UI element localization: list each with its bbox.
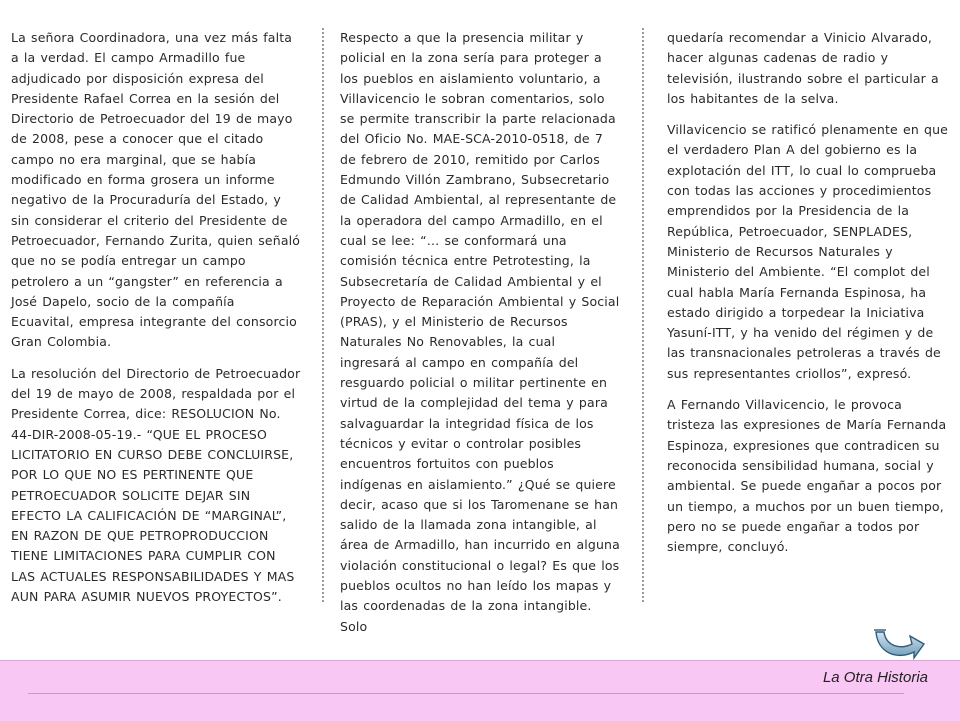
column-divider (322, 28, 324, 602)
column-divider (642, 28, 644, 602)
text-column-3 (667, 28, 950, 568)
paragraph: La señora Coordinadora, una vez más falta a la verdad. El campo Armadillo fue adjudicado por disposición expresa del Presidente Rafael Correa en la sesión del Directorio de Petroecuador del 19 de mayo de 2008, pese a conocer que el citado campo no era marginal, que se había modificado en forma grosera un informe negativo de la Procuraduría del Estado, y sin considerar el criterio del Presidente de Petroecuador, Fernando Zurita, quien señaló que no se podía entregar un campo petrolero a un “gangster” en referencia a José Dapelo, socio de la compañía Ecuavital, empresa integrante del consorcio Gran Colombia. (11, 30, 301, 350)
paragraph: A Fernando Villavicencio, le provoca tristeza las expresiones de María Fernanda Espinoza, expresiones que contradicen su reconocida sensibilidad humana, social y ambiental. Se puede engañar a pocos por un tiempo, a muchos por un buen tiempo, pero no se puede engañar a todos por siempre, concluyó. (667, 397, 947, 555)
footer-bar (0, 660, 960, 721)
footer-divider (28, 693, 904, 694)
paragraph: Villavicencio se ratificó plenamente en que el verdadero Plan A del gobierno es la explotación del ITT, lo cual lo comprueba con todas las acciones y procedimientos emprendidos por la Presidencia de la República, Petroecuador, SENPLADES, Ministerio de Recursos Naturales y Ministerio del Ambiente. “El complot del cual habla María Fernanda Espinosa, ha estado dirigido a torpedear la Iniciativa Yasuní-ITT, y ha venido del régimen y de las transnacionales petroleras a través de sus representantes criollos”, expresó. (667, 122, 949, 381)
footer-title: La Otra Historia (822, 669, 928, 686)
paragraph: Respecto a que la presencia militar y policial en la zona sería para proteger a los pueblos en aislamiento voluntario, a Villavicencio le sobran comentarios, solo se permite transcribir la parte relacionada del Oficio No. MAE-SCA-2010-0518, de 7 de febrero de 2010, remitido por Carlos Edmundo Villón Zambrano, Subsecretario de Calidad Ambiental, al representante de la operadora del campo Armadillo, en el cual se lee: “… se conformará una comisión técnica entre Petrotesting, la Subsecretaría de Calidad Ambiental y el Proyecto de Reparación Ambiental y Social (PRAS), y el Ministerio de Recursos Naturales No Renovables, la cual ingresará al campo en compañía del resguardo policial o militar pertinente en virtud de la complejidad del tema y para salvaguardar la integridad física de los técnicos y evitar o controlar posibles encuentros fortuitos con pueblos indígenas en aislamiento.” ¿Qué se quiere decir, acaso que si los Taromenane se han salido de la llamada zona intangible, al área de Armadillo, han incurrido en alguna violación constitucional o legal? Es que los pueblos ocultos no han leído los mapas y las coordenadas de la zona intangible. Solo (340, 30, 620, 634)
text-column-1 (11, 28, 301, 618)
paragraph: quedaría recomendar a Vinicio Alvarado, hacer algunas cadenas de radio y televisión, ilustrando sobre el particular a los habitantes de la selva. (667, 30, 939, 106)
curved-return-arrow-icon[interactable] (868, 624, 928, 662)
text-column-2 (340, 28, 620, 648)
paragraph: La resolución del Directorio de Petroecuador del 19 de mayo de 2008, respaldada por el Presidente Correa, dice: RESOLUCION No. 44-DIR-2008-05-19.- “QUE EL PROCESO LICITATORIO EN CURSO DEBE CONCLUIRSE, POR LO QUE NO ES PERTINENTE QUE PETROECUADOR SOLICITE DEJAR SIN EFECTO LA CALIFICACIÓN DE “MARGINAL”, EN RAZON DE QUE PETROPRODUCCION TIENE LIMITACIONES PARA CUMPLIR CON LAS ACTUALES RESPONSABILIDADES Y MAS AUN PARA ASUMIR NUEVOS PROYECTOS”. (11, 365, 301, 605)
